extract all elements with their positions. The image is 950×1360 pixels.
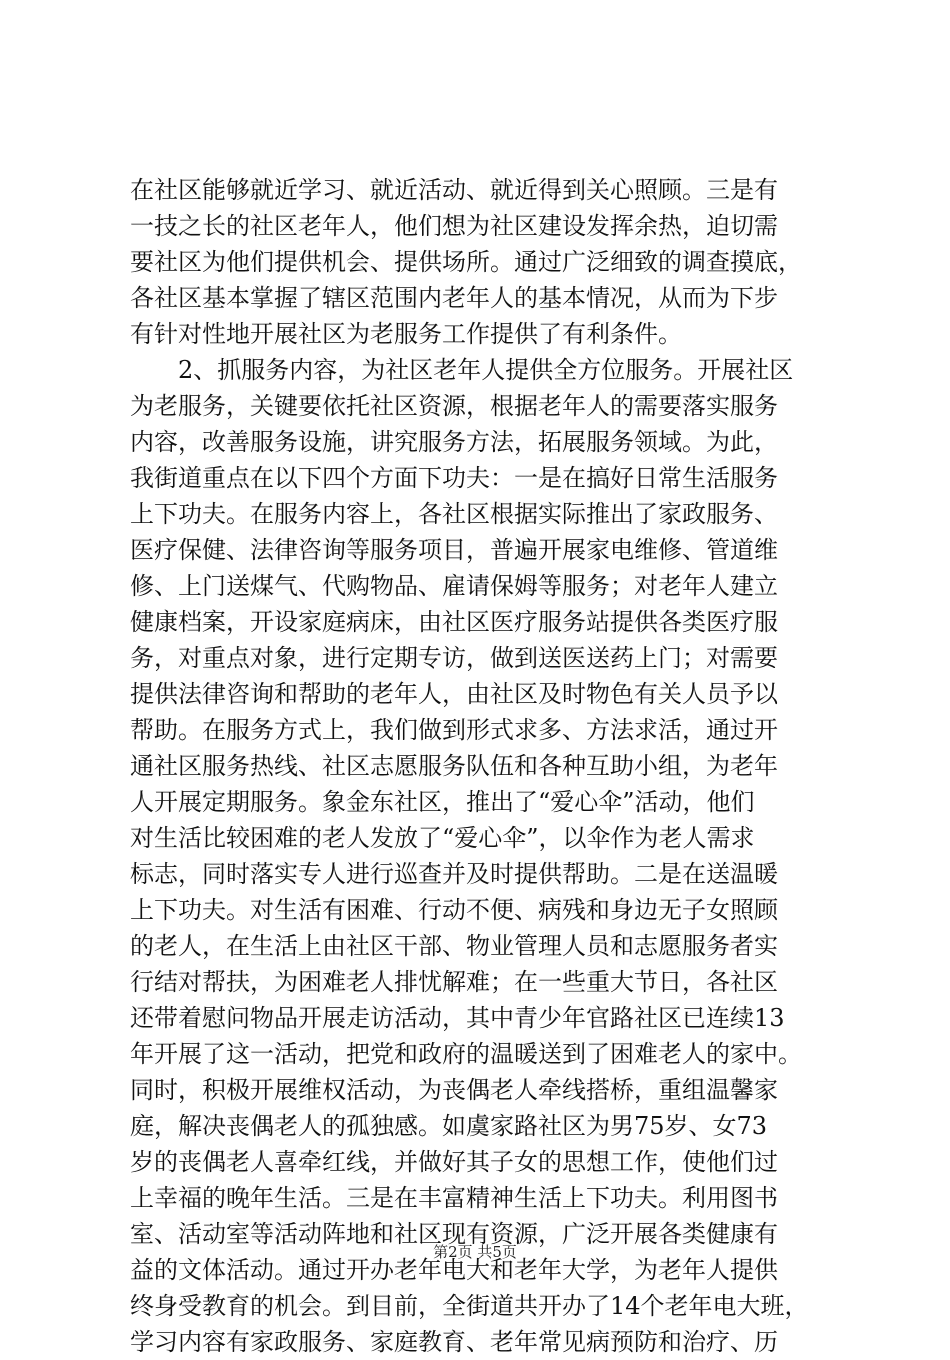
text-line: 帮助。在服务方式上，我们做到形式求多、方法求活，通过开 xyxy=(130,716,778,744)
text-line: 有针对性地开展社区为老服务工作提供了有利条件。 xyxy=(130,320,682,348)
text-line: 我街道重点在以下四个方面下功夫：一是在搞好日常生活服务 xyxy=(130,464,778,492)
text-line: 对生活比较困难的老人发放了“爱心伞”，以伞作为老人需求 xyxy=(130,824,755,852)
text-line: 庭，解决丧偶老人的孤独感。如虞家路社区为男75岁、女73 xyxy=(130,1112,768,1140)
text-line: 通社区服务热线、社区志愿服务队伍和各种互助小组，为老年 xyxy=(130,752,778,780)
text-line: 上幸福的晚年生活。三是在丰富精神生活上下功夫。利用图书 xyxy=(130,1184,778,1212)
text-line: 一技之长的社区老年人，他们想为社区建设发挥余热，迫切需 xyxy=(130,212,778,240)
text-line: 室、活动室等活动阵地和社区现有资源，广泛开展各类健康有 xyxy=(130,1220,778,1248)
text-line: 2、抓服务内容，为社区老年人提供全方位服务。开展社区 xyxy=(130,356,794,384)
text-line: 各社区基本掌握了辖区范围内老年人的基本情况，从而为下步 xyxy=(130,284,778,312)
text-line: 标志，同时落实专人进行巡查并及时提供帮助。二是在送温暖 xyxy=(130,860,778,888)
text-line: 年开展了这一活动，把党和政府的温暖送到了困难老人的家中。 xyxy=(130,1040,802,1068)
text-line: 为老服务，关键要依托社区资源，根据老年人的需要落实服务 xyxy=(130,392,778,420)
text-line: 健康档案，开设家庭病床，由社区医疗服务站提供各类医疗服 xyxy=(130,608,778,636)
text-line: 上下功夫。在服务内容上，各社区根据实际推出了家政服务、 xyxy=(130,500,778,528)
text-line: 务，对重点对象，进行定期专访，做到送医送药上门；对需要 xyxy=(130,644,778,672)
text-line: 在社区能够就近学习、就近活动、就近得到关心照顾。三是有 xyxy=(130,176,778,204)
text-line: 提供法律咨询和帮助的老年人，由社区及时物色有关人员予以 xyxy=(130,680,778,708)
page-footer: 第2页 共5页 xyxy=(433,1243,517,1261)
text-line: 的老人，在生活上由社区干部、物业管理人员和志愿服务者实 xyxy=(130,932,778,960)
text-line: 要社区为他们提供机会、提供场所。通过广泛细致的调查摸底， xyxy=(130,248,802,276)
text-line: 上下功夫。对生活有困难、行动不便、病残和身边无子女照顾 xyxy=(130,896,778,924)
text-line: 还带着慰问物品开展走访活动，其中青少年官路社区已连续13 xyxy=(130,1004,785,1032)
text-line: 行结对帮扶，为困难老人排忧解难；在一些重大节日，各社区 xyxy=(130,968,778,996)
text-line: 终身受教育的机会。到目前，全街道共开办了14个老年电大班， xyxy=(130,1292,809,1320)
body-text xyxy=(130,172,830,1360)
text-line: 医疗保健、法律咨询等服务项目，普遍开展家电维修、管道维 xyxy=(130,536,778,564)
text-line: 人开展定期服务。象金东社区，推出了“爱心伞”活动，他们 xyxy=(130,788,755,816)
text-line: 益的文体活动。通过开办老年电大和老年大学，为老年人提供 xyxy=(130,1256,778,1284)
text-line: 内容，改善服务设施，讲究服务方法，拓展服务领域。为此， xyxy=(130,428,778,456)
text-line: 岁的丧偶老人喜牵红线，并做好其子女的思想工作，使他们过 xyxy=(130,1148,778,1176)
text-line: 修、上门送煤气、代购物品、雇请保姆等服务；对老年人建立 xyxy=(130,572,778,600)
text-line: 同时，积极开展维权活动，为丧偶老人牵线搭桥，重组温馨家 xyxy=(130,1076,778,1104)
text-line: 学习内容有家政服务、家庭教育、老年常见病预防和治疗、历 xyxy=(130,1328,778,1356)
